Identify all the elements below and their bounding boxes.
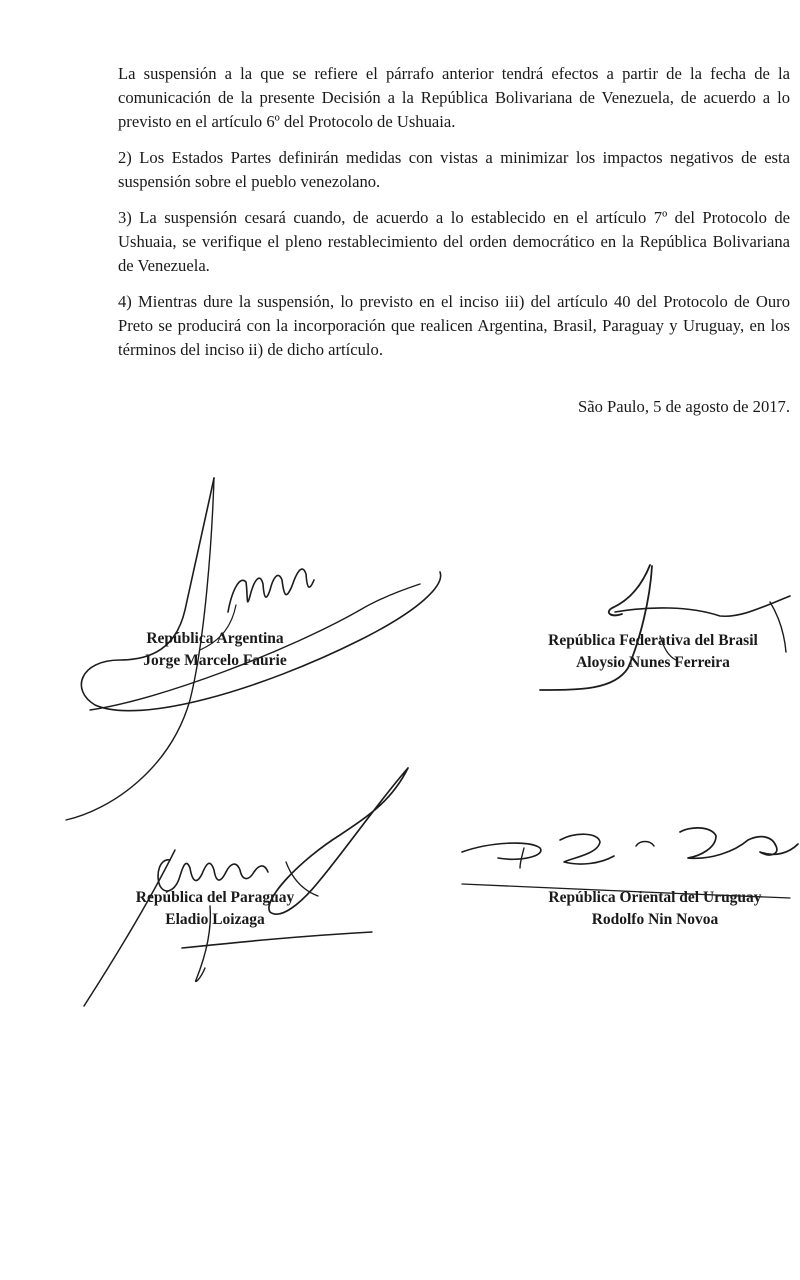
signatory-country: República Oriental del Uruguay [548, 889, 762, 906]
paragraph-4: 4) Mientras dure la suspensión, lo previsto en el inciso iii) del artículo 40 del Protocolo de Ouro Preto se producirá con la incorporación que realicen Argentina, Brasil, Paraguay y Uruguay, en los términos del inciso ii) de dicho artículo. [118, 292, 790, 359]
signatory-name: Rodolfo Nin Novoa [591, 911, 719, 928]
signatory-country: República Federativa del Brasil [548, 632, 758, 649]
place-date: São Paulo, 5 de agosto de 2017. [577, 397, 790, 416]
signature-block-argentina [115, 628, 315, 672]
signature-block-paraguay [110, 887, 320, 931]
paragraph-2: 2) Los Estados Partes definirán medidas con vistas a minimizar los impactos negativos de esta suspensión sobre el pueblo venezolano. [118, 148, 790, 191]
signature-block-brasil [518, 630, 788, 674]
decision-body [118, 62, 790, 374]
signatory-name: Eladio Loizaga [165, 911, 265, 928]
signatory-country: República Argentina [146, 630, 284, 647]
signatory-country: República del Paraguay [135, 889, 295, 906]
paragraph-3: 3) La suspensión cesará cuando, de acuerdo a lo establecido en el artículo 7º del Protocolo de Ushuaia, se verifique el pleno restablecimiento del orden democrático en la República Bolivariana de Venezuela. [118, 208, 790, 275]
signatory-name: Aloysio Nunes Ferreira [576, 654, 730, 671]
paragraph-suspension-effect: La suspensión a la que se refiere el párrafo anterior tendrá efectos a partir de la fecha de la comunicación de la presente Decisión a la República Bolivariana de Venezuela, de acuerdo a lo previsto en el artículo 6º del Protocolo de Ushuaia. [118, 64, 790, 131]
signature-block-uruguay [520, 887, 790, 931]
signatory-name: Jorge Marcelo Faurie [143, 652, 287, 669]
